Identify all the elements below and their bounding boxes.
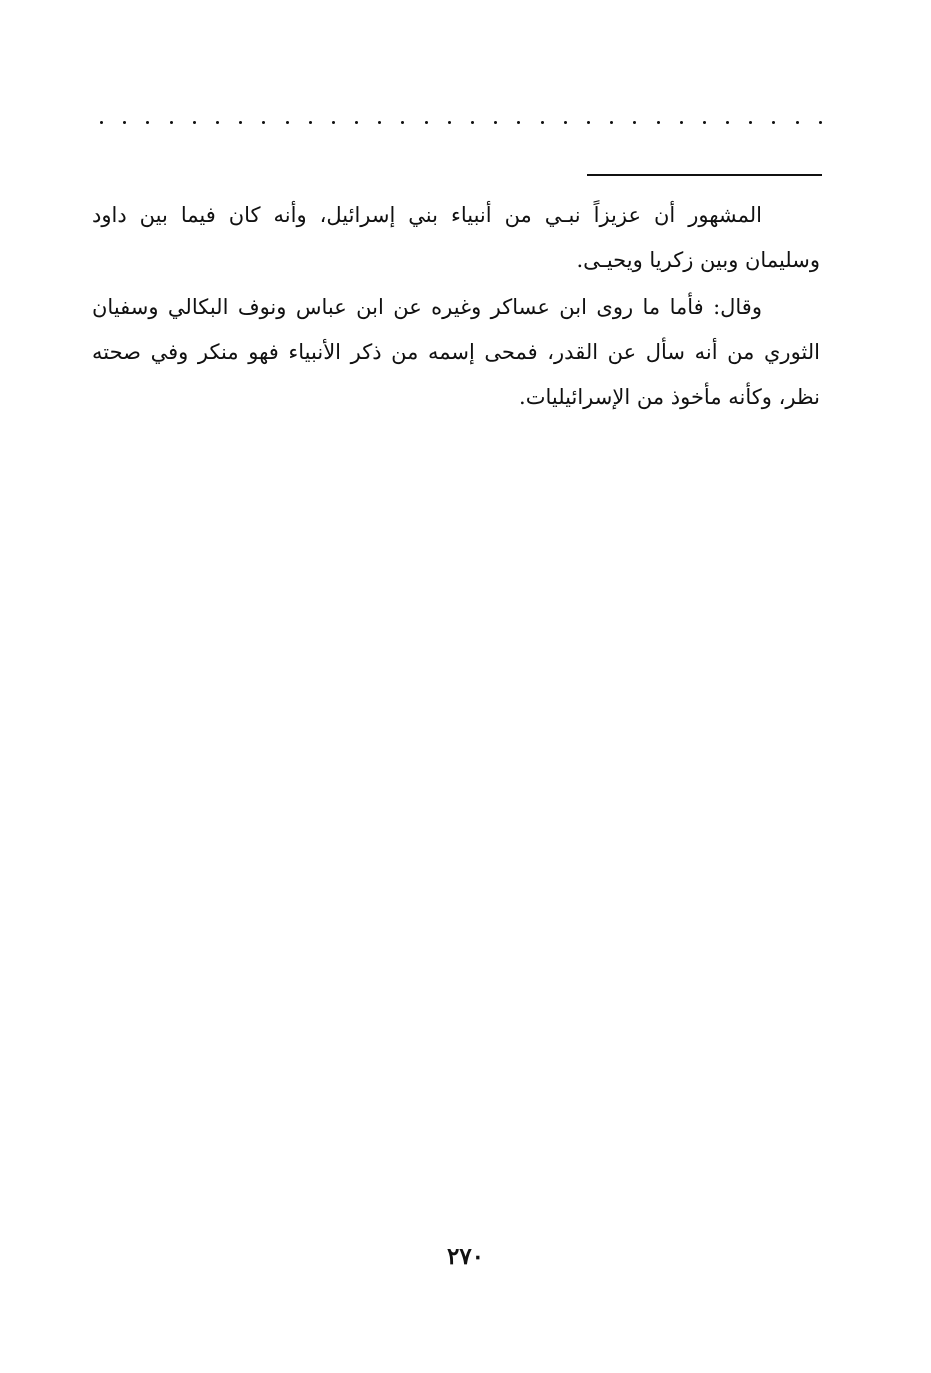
- separator-dot: [517, 121, 520, 124]
- separator-dot: [170, 121, 173, 124]
- separator-dot: [286, 121, 289, 124]
- separator-dot: [146, 121, 149, 124]
- separator-dot: [193, 121, 196, 124]
- separator-dot: [680, 121, 683, 124]
- separator-dot: [726, 121, 729, 124]
- separator-dot: [100, 121, 103, 124]
- separator-dot: [262, 121, 265, 124]
- footnote-paragraph-1: المشهور أن عزيزاً نبـي من أنبياء بني إسرائيل، وأنه كان فيما بين داود وسليمان وبين زكريا ويحيـى.: [92, 203, 820, 272]
- footnote-rule: [587, 174, 822, 176]
- separator-dot: [541, 121, 544, 124]
- separator-dot: [633, 121, 636, 124]
- separator-dot: [494, 121, 497, 124]
- separator-dot: [448, 121, 451, 124]
- separator-dot: [471, 121, 474, 124]
- separator-dot: [425, 121, 428, 124]
- footnote-paragraph-2: وقال: فأما ما روى ابن عساكر وغيره عن ابن عباس ونوف البكالي وسفيان الثوري من أنه سأل عن القدر، فمحى إسمه من ذكر الأنبياء فهو منكر وفي صحته نظر، وكأنه مأخوذ من الإسرائيليات.: [92, 295, 820, 409]
- separator-dot: [772, 121, 775, 124]
- separator-dot: [796, 121, 799, 124]
- separator-dot: [657, 121, 660, 124]
- separator-dot: [401, 121, 404, 124]
- separator-dot: [378, 121, 381, 124]
- separator-dot: [355, 121, 358, 124]
- separator-dot: [123, 121, 126, 124]
- separator-dot: [216, 121, 219, 124]
- footnotes-block: [92, 193, 820, 422]
- separator-dot: [703, 121, 706, 124]
- separator-dot: [749, 121, 752, 124]
- separator-dot: [587, 121, 590, 124]
- separator-dot: [564, 121, 567, 124]
- separator-dot: [819, 121, 822, 124]
- page-number: ٢٧٠: [446, 1243, 485, 1270]
- separator-dot: [332, 121, 335, 124]
- dotted-separator: [100, 114, 822, 130]
- separator-dot: [309, 121, 312, 124]
- separator-dot: [239, 121, 242, 124]
- separator-dot: [610, 121, 613, 124]
